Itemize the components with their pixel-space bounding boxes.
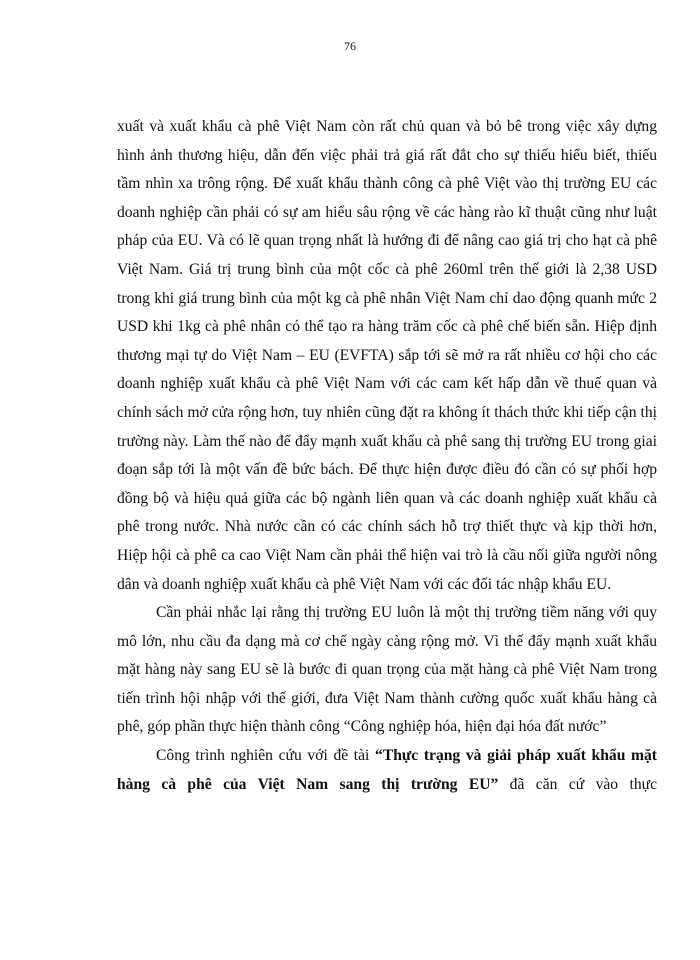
paragraph-2: Cần phải nhắc lại rằng thị trường EU luôn là một thị trường tiềm năng với quy mô lớn, nhu cầu đa dạng mà cơ chế ngày càng rộng mở. Vì thế đẩy mạnh xuất khẩu mặt hàng này sang EU sẽ là bước đi quan trọng của mặt hàng cà phê Việt Nam trong tiến trình hội nhập với thế giới, đưa Việt Nam thành cường quốc xuất khẩu hàng cà phê, góp phần thực hiện thành công “Công nghiệp hóa, hiện đại hóa đất nước” xyxy=(117,604,657,736)
paragraph-3-continuation: đã căn cứ vào thực xyxy=(498,775,657,793)
paragraph-1: xuất và xuất khẩu cà phê Việt Nam còn rất chủ quan và bỏ bê trong việc xây dựng hình ảnh thương hiệu, dẫn đến việc phải trả giá rất đắt cho sự thiếu hiểu biết, thiếu tầm nhìn xa trông rộng. Để xuất khẩu thành công cà phê Việt vào thị trường EU các doanh nghiệp cần phải có sự am hiểu sâu rộng về các hàng rào kĩ thuật cũng như luật pháp của EU. Và có lẽ quan trọng nhất là hướng đi để nâng cao giá trị cho hạt cà phê Việt Nam. Giá trị trung bình của một cốc cà phê 260ml trên thế giới là 2,38 USD trong khi giá trung bình của một kg cà phê nhân Việt Nam chỉ dao động quanh mức 2 USD khi 1kg cà phê nhân có thể tạo ra hàng trăm cốc cà phê chế biến sẵn. Hiệp định thương mại tự do Việt Nam – EU (EVFTA) sắp tới sẽ mở ra rất nhiều cơ hội cho các doanh nghiệp xuất khẩu cà phê Việt Nam với các cam kết hấp dẫn về thuế quan và chính sách mở cửa rộng hơn, tuy nhiên cũng đặt ra không ít thách thức khi tiếp cận thị trường này. Làm thế nào để đẩy mạnh xuất khẩu cà phê sang thị trường EU trong giai đoạn sắp tới là một vấn đề bức bách. Để thực hiện được điều đó cần có sự phối hợp đồng bộ và hiệu quả giữa các bộ ngành liên quan và các doanh nghiệp xuất khẩu cà phê trong nước. Nhà nước cần có các chính sách hỗ trợ thiết thực và kịp thời hơn, Hiệp hội cà phê ca cao Việt Nam cần phải thể hiện vai trò là cầu nối giữa người nông dân và doanh nghiệp xuất khẩu cà phê Việt Nam với các đối tác nhập khẩu EU. xyxy=(117,118,657,593)
thesis-title: “Thực trạng và giải pháp xuất khẩu mặt hàng cà phê của Việt Nam sang thị trường EU” xyxy=(117,747,657,793)
page-number: 76 xyxy=(344,39,356,53)
paragraph-3 xyxy=(117,742,657,799)
paragraph-3-intro: Công trình nghiên cứu với đề tài xyxy=(156,747,376,765)
document-body xyxy=(117,113,657,799)
